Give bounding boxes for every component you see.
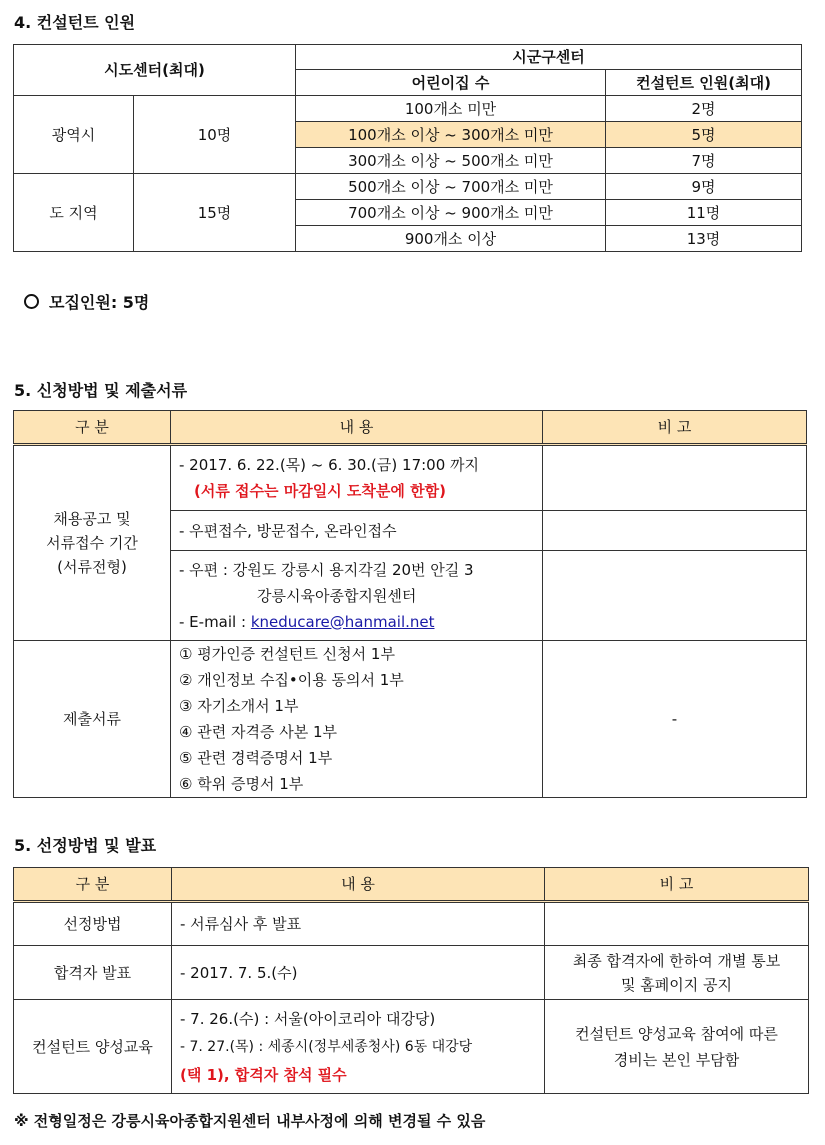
section4-title: 4. 컨설턴트 인원 [14, 13, 136, 32]
period-label-line: (서류전형) [57, 558, 127, 576]
daycare-range: 500개소 이상 ~ 700개소 미만 [296, 174, 606, 200]
announce-label: 합격자 발표 [14, 946, 172, 1000]
docs-item: ⑥ 학위 증명서 1부 [179, 775, 304, 793]
training-note-line: 컨설턴트 양성교육 참여에 따른 [575, 1024, 778, 1043]
daycare-range: 100개소 미만 [296, 96, 606, 122]
header-category: 구 분 [14, 411, 171, 445]
consultant-count: 13명 [606, 226, 802, 252]
footer-notice: ※ 전형일정은 강릉시육아종합지원센터 내부사정에 의해 변경될 수 있음 [14, 1112, 486, 1130]
address-note [543, 551, 807, 641]
training-content [172, 1000, 545, 1094]
period-date: - 2017. 6. 22.(목) ~ 6. 30.(금) 17:00 까지 [179, 456, 479, 474]
post-address-line: 강릉시육아종합지원센터 [257, 586, 417, 605]
period-label [14, 445, 171, 641]
post-address-line: - 우편 : 강원도 강릉시 용지각길 20번 안길 3 [179, 560, 474, 579]
region-metro-count: 10명 [134, 96, 296, 174]
methods-note [543, 511, 807, 551]
docs-note: - [543, 641, 807, 798]
daycare-range: 900개소 이상 [296, 226, 606, 252]
recruit-count-text: 모집인원: 5명 [49, 293, 150, 312]
docs-label: 제출서류 [14, 641, 171, 798]
docs-item: ② 개인정보 수집•이용 동의서 1부 [179, 671, 404, 689]
training-label: 컨설턴트 양성교육 [14, 1000, 172, 1094]
period-label-line: 서류접수 기간 [46, 534, 138, 552]
submission-address [171, 551, 543, 641]
docs-item: ① 평가인증 컨설턴트 신청서 1부 [179, 645, 395, 663]
docs-item: ③ 자기소개서 1부 [179, 697, 299, 715]
header-content: 내 용 [172, 868, 545, 902]
circle-bullet-icon [24, 294, 39, 309]
header-consultant-max: 컨설턴트 인원(최대) [606, 70, 802, 96]
email-line [179, 609, 542, 635]
region-province-count: 15명 [134, 174, 296, 252]
training-line: - 7. 26.(수) : 서울(아이코리아 대강당) [180, 1009, 436, 1028]
period-notice: (서류 접수는 마감일시 도착분에 한함) [194, 482, 446, 500]
docs-item: ⑤ 관련 경력증명서 1부 [179, 749, 333, 767]
method-content: - 서류심사 후 발표 [172, 902, 545, 946]
section5a-title: 5. 신청방법 및 제출서류 [14, 381, 188, 400]
region-metro: 광역시 [14, 96, 134, 174]
training-note [545, 1000, 809, 1094]
training-line: - 7. 27.(목) : 세종시(정부세종청사) 6동 대강당 [180, 1038, 473, 1055]
method-note [545, 902, 809, 946]
announce-note-line: 최종 합격자에 한하여 개별 통보 [572, 951, 781, 970]
header-daycare-count: 어린이집 수 [296, 70, 606, 96]
application-table [13, 410, 807, 798]
announce-content: - 2017. 7. 5.(수) [172, 946, 545, 1000]
announce-note [545, 946, 809, 1000]
period-note [543, 445, 807, 511]
header-content: 내 용 [171, 411, 543, 445]
consultant-count: 2명 [606, 96, 802, 122]
email-link[interactable]: kneducare@hanmail.net [250, 612, 435, 631]
header-note: 비 고 [543, 411, 807, 445]
consultant-count-highlight: 5명 [606, 122, 802, 148]
training-note-line: 경비는 본인 부담함 [613, 1050, 740, 1069]
daycare-range: 300개소 이상 ~ 500개소 미만 [296, 148, 606, 174]
daycare-range: 700개소 이상 ~ 900개소 미만 [296, 200, 606, 226]
header-note: 비 고 [545, 868, 809, 902]
consultant-count: 7명 [606, 148, 802, 174]
header-category: 구 분 [14, 868, 172, 902]
daycare-range-highlight: 100개소 이상 ~ 300개소 미만 [296, 122, 606, 148]
consultant-count: 9명 [606, 174, 802, 200]
consultant-count-table [13, 44, 802, 252]
consultant-count: 11명 [606, 200, 802, 226]
recruit-count [24, 290, 149, 313]
training-required: (택 1), 합격자 참석 필수 [180, 1065, 347, 1084]
header-city-center: 시군구센터 [296, 45, 802, 70]
header-province-center: 시도센터(최대) [14, 45, 296, 96]
period-content [171, 445, 543, 511]
region-province: 도 지역 [14, 174, 134, 252]
docs-item: ④ 관련 자격증 사본 1부 [179, 723, 337, 741]
method-label: 선정방법 [14, 902, 172, 946]
docs-list [171, 641, 543, 798]
period-label-line: 채용공고 및 [53, 510, 131, 528]
email-label: - E-mail : [179, 612, 251, 631]
section5b-title: 5. 선정방법 및 발표 [14, 836, 157, 855]
selection-table [13, 867, 809, 1094]
announce-note-line: 및 홈페이지 공지 [621, 975, 732, 994]
submission-methods: - 우편접수, 방문접수, 온라인접수 [171, 511, 543, 551]
